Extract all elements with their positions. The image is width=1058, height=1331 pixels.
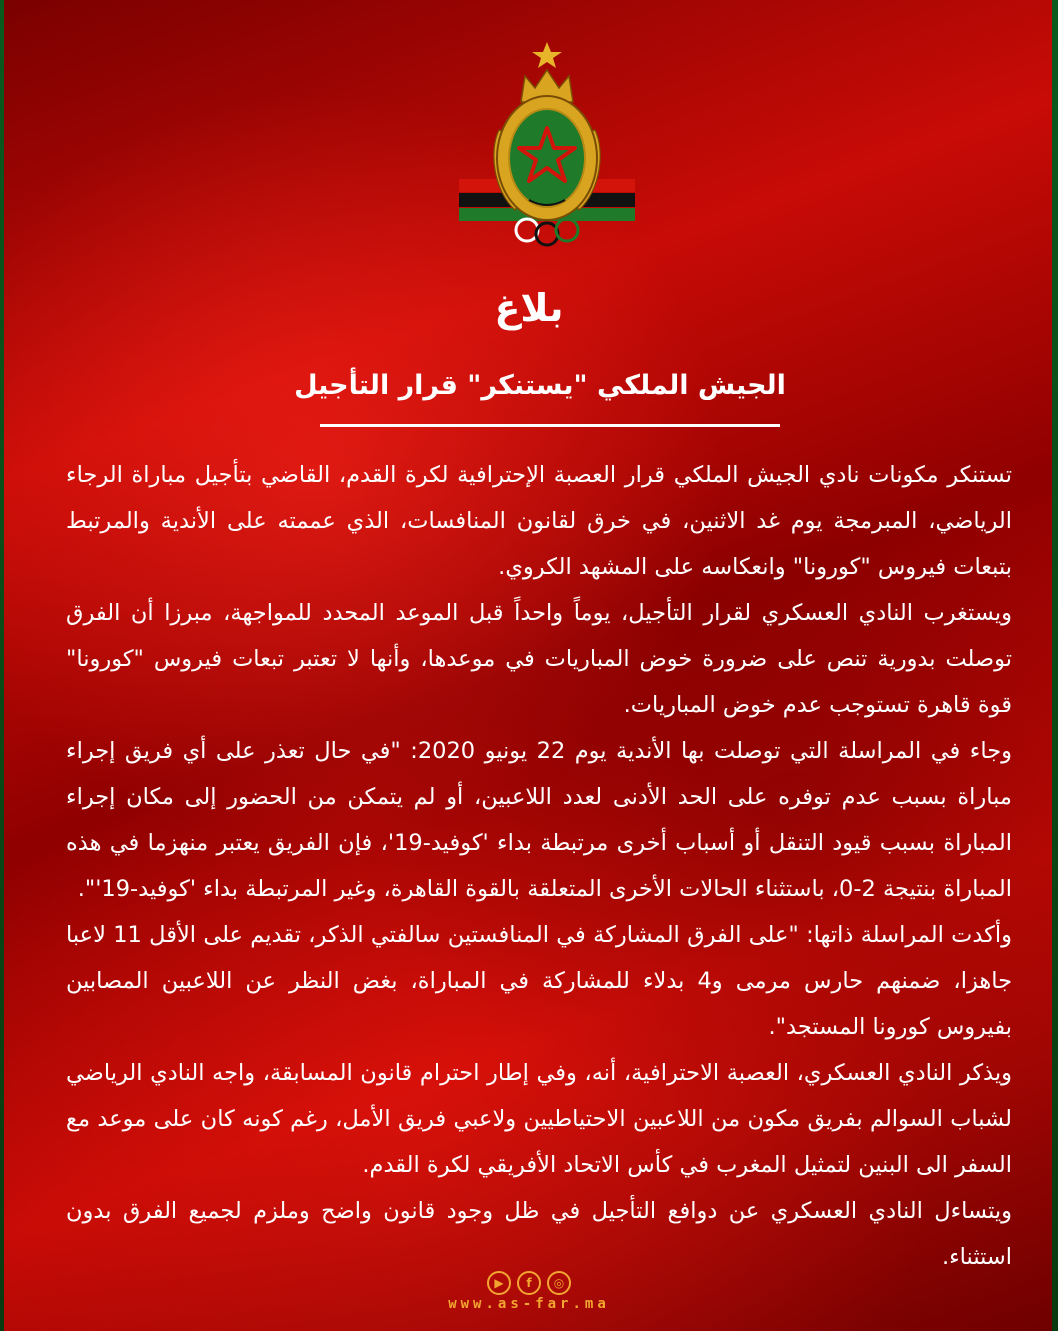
paragraph-6: ويتساءل النادي العسكري عن دوافع التأجيل في ظل وجود قانون واضح وملزم لجميع الفرق بدون استثناء.	[66, 1198, 1012, 1270]
page-subtitle: الجيش الملكي "يستنكر" قرار التأجيل	[294, 370, 786, 401]
social-icons	[0, 1271, 1058, 1295]
right-edge-strip	[1052, 0, 1058, 1331]
page-title: بلاغ	[494, 286, 564, 330]
paragraph-2: ويستغرب النادي العسكري لقرار التأجيل، يوماً واحداً قبل الموعد المحدد للمواجهة، مبرزا أن الفرق توصلت بدورية تنص على ضرورة خوض المباريات في موعدها، وأنها لا تعتبر تبعات فيروس "كورونا" قوة قاهرة تستوجب عدم خوض المباريات.	[66, 600, 1012, 718]
website-url[interactable]: www.as-far.ma	[448, 1296, 610, 1312]
paragraph-3: وجاء في المراسلة التي توصلت بها الأندية يوم 22 يونيو 2020: "في حال تعذر على أي فريق إجراء مباراة بسبب عدم توفره على الحد الأدنى لعدد اللاعبين، أو لم يتمكن من الحضور إلى مكان إجراء المباراة بسبب قيود التنقل أو أسباب أخرى مرتبطة بداء 'كوفيد-19'، فإن الفريق يعتبر منهزما في هذه المباراة بنتيجة 2-0، باستثناء الحالات الأخرى المتعلقة بالقوة القاهرة، وغير المرتبطة بداء 'كوفيد-19'".	[66, 738, 1013, 902]
crown-star	[532, 42, 562, 68]
paragraph-1: تستنكر مكونات نادي الجيش الملكي قرار العصبة الإحترافية لكرة القدم، القاضي بتأجيل مباراة الرجاء الرياضي، المبرمجة يوم غد الاثنين، في خرق لقانون المنافسات، الذي عممته على الأندية والمرتبط بتبعات فيروس "كورونا" وانعكاسه على المشهد الكروي.	[66, 462, 1012, 580]
left-edge-strip	[0, 0, 4, 1331]
youtube-icon[interactable]: ▶	[487, 1271, 511, 1295]
facebook-icon[interactable]: f	[517, 1271, 541, 1295]
crest-field	[509, 109, 585, 207]
subtitle-underline	[320, 424, 780, 427]
paragraph-5: ويذكر النادي العسكري، العصبة الاحترافية، أنه، وفي إطار احترام قانون المسابقة، واجه النادي الرياضي لشباب السوالم بفريق مكون من اللاعبين الاحتياطيين ولاعبي فريق الأمل، رغم كونه كان على موعد مع السفر الى البنين لتمثيل المغرب في كأس الاتحاد الأفريقي لكرة القدم.	[66, 1060, 1012, 1178]
far-rabat-crest-icon	[459, 40, 635, 254]
ring-right	[556, 219, 578, 241]
ring-mid	[536, 223, 558, 245]
paragraph-4: وأكدت المراسلة ذاتها: "على الفرق المشاركة في المنافستين سالفتي الذكر، تقديم على الأقل 11 لاعبا جاهزا، ضمنهم حارس مرمى و4 بدلاء للمشاركة في المباراة، بغض النظر عن اللاعبين المصابين بفيروس كورونا المستجد".	[66, 922, 1012, 1040]
instagram-icon[interactable]: ◎	[547, 1271, 571, 1295]
statement-body	[66, 452, 1012, 1280]
ring-left	[516, 219, 538, 241]
